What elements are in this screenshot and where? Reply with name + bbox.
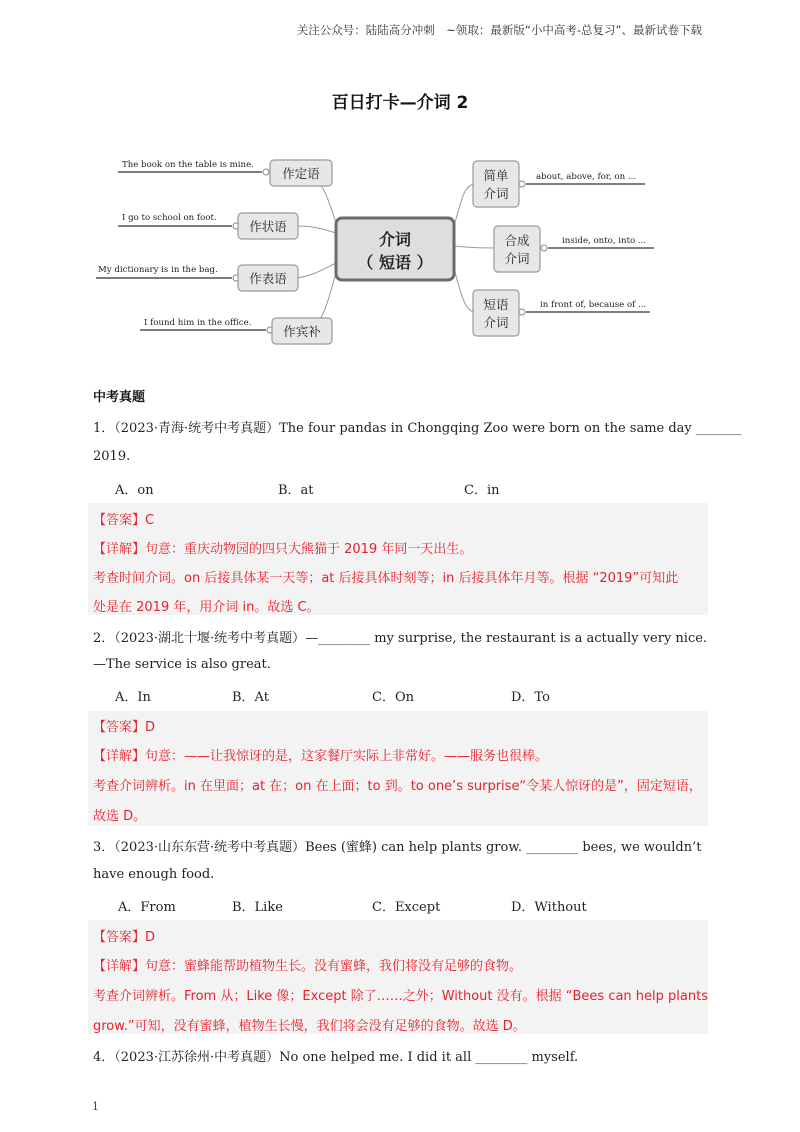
answer-label: 【答案】D — [93, 720, 156, 735]
example-text: about, above, for, on ... — [536, 172, 637, 182]
question-4-stem: 4．（2023·江苏徐州·中考真题）No one helped me. I did it all ________ myself. — [93, 1050, 579, 1065]
svg-text:介词: 介词 — [483, 186, 509, 201]
svg-text:作表语: 作表语 — [249, 271, 287, 286]
left-node-object-complement — [272, 318, 332, 344]
svg-text:短语: 短语 — [483, 297, 509, 312]
answer-detail: 【详解】句意：——让我惊讶的是，这家餐厅实际上非常好。——服务也很棒。 — [93, 749, 549, 764]
question-1-stem-cont: 2019. — [93, 449, 131, 464]
example-text: The book on the table is mine. — [122, 160, 254, 170]
connector-dot — [263, 169, 269, 175]
option-c: C．Except — [372, 900, 441, 915]
connector-line — [454, 246, 494, 248]
answer-label: 【答案】C — [93, 513, 155, 528]
center-node-preposition — [336, 218, 454, 280]
connector-line — [454, 184, 474, 226]
connector-line — [454, 268, 474, 312]
section-title: 中考真题 — [93, 390, 146, 405]
svg-text:介词: 介词 — [378, 230, 412, 249]
svg-text:（ 短语 ）: （ 短语 ） — [357, 253, 433, 272]
answer-detail: 【详解】句意：重庆动物园的四只大熊猫于 2019 年同一天出生。 — [93, 542, 473, 557]
example-text: I go to school on foot. — [122, 213, 217, 223]
connector-dot — [519, 309, 525, 315]
question-1-stem: 1．（2023·青海·统考中考真题）The four pandas in Chongqing Zoo were born on the same day _______ — [93, 421, 742, 436]
answer-detail: 考查介词辨析。From 从；Like 像；Except 除了……之外；Without 没有。根据 “Bees can help plants — [93, 989, 708, 1004]
option-d: D．To — [511, 690, 550, 705]
answer-detail: 【详解】句意：蜜蜂能帮助植物生长。没有蜜蜂，我们将没有足够的食物。 — [93, 959, 523, 974]
example-text: in front of, because of ... — [540, 300, 647, 310]
svg-text:介词: 介词 — [504, 251, 530, 266]
svg-text:介词: 介词 — [483, 315, 509, 330]
right-node-compound-preposition — [494, 226, 540, 272]
connector-dot — [519, 181, 525, 187]
question-3-stem: 3．（2023·山东东营·统考中考真题）Bees (蜜蜂) can help plants grow. ________ bees, we wouldn’t — [93, 840, 702, 855]
option-a: A．From — [118, 900, 176, 915]
connector-line — [296, 226, 336, 233]
svg-text:作状语: 作状语 — [249, 219, 287, 234]
connector-line — [296, 263, 336, 278]
option-b: B．At — [232, 690, 269, 705]
svg-text:作宾补: 作宾补 — [283, 324, 321, 339]
page-title: 百日打卡—介词 2 — [331, 93, 469, 113]
option-a: A．on — [115, 483, 154, 498]
option-c: C．in — [464, 483, 500, 498]
left-node-adverbial — [238, 213, 298, 239]
svg-text:作定语: 作定语 — [282, 166, 320, 181]
answer-detail: 考查时间介词。on 后接具体某一天等；at 后接具体时刻等；in 后接具体年月等。根据 “2019”可知此 — [93, 571, 679, 586]
option-b: B．at — [278, 483, 314, 498]
option-d: D．Without — [511, 900, 587, 915]
svg-text:简单: 简单 — [483, 168, 509, 183]
answer-detail: 考查介词辨析。in 在里面；at 在；on 在上面；to 到。to one’s surprise“令某人惊讶的是”，固定短语， — [93, 779, 702, 794]
example-text: My dictionary is in the bag. — [98, 265, 218, 275]
question-2-stem: 2．（2023·湖北十堰·统考中考真题）—________ my surprise, the restaurant is a actually very nice. — [93, 631, 708, 646]
answer-box — [88, 711, 708, 826]
right-node-phrasal-preposition — [473, 290, 519, 336]
example-text: I found him in the office. — [144, 318, 252, 328]
page-number: 1 — [92, 1100, 99, 1113]
left-node-predicative — [238, 265, 298, 291]
connector-dot — [541, 245, 547, 251]
answer-detail: 处是在 2019 年，用介词 in。故选 C。 — [93, 600, 320, 615]
question-2-stem-cont: —The service is also great. — [93, 657, 271, 672]
svg-text:合成: 合成 — [504, 233, 530, 248]
left-node-attributive — [270, 160, 332, 186]
question-3-stem-cont: have enough food. — [93, 867, 215, 882]
answer-detail: grow.”可知，没有蜜蜂，植物生长慢，我们将会没有足够的食物。故选 D。 — [93, 1019, 526, 1034]
option-c: C．On — [372, 690, 414, 705]
answer-label: 【答案】D — [93, 930, 156, 945]
right-node-simple-preposition — [473, 161, 519, 207]
option-b: B．Like — [232, 900, 283, 915]
mindmap-diagram — [0, 148, 800, 358]
example-text: inside, onto, into ... — [562, 236, 647, 246]
option-a: A．In — [115, 690, 151, 705]
answer-detail: 故选 D。 — [93, 809, 147, 824]
header-note: 关注公众号：陆陆高分冲刺 ~领取：最新版“小中高考-总复习”、最新试卷下载 — [296, 23, 702, 37]
